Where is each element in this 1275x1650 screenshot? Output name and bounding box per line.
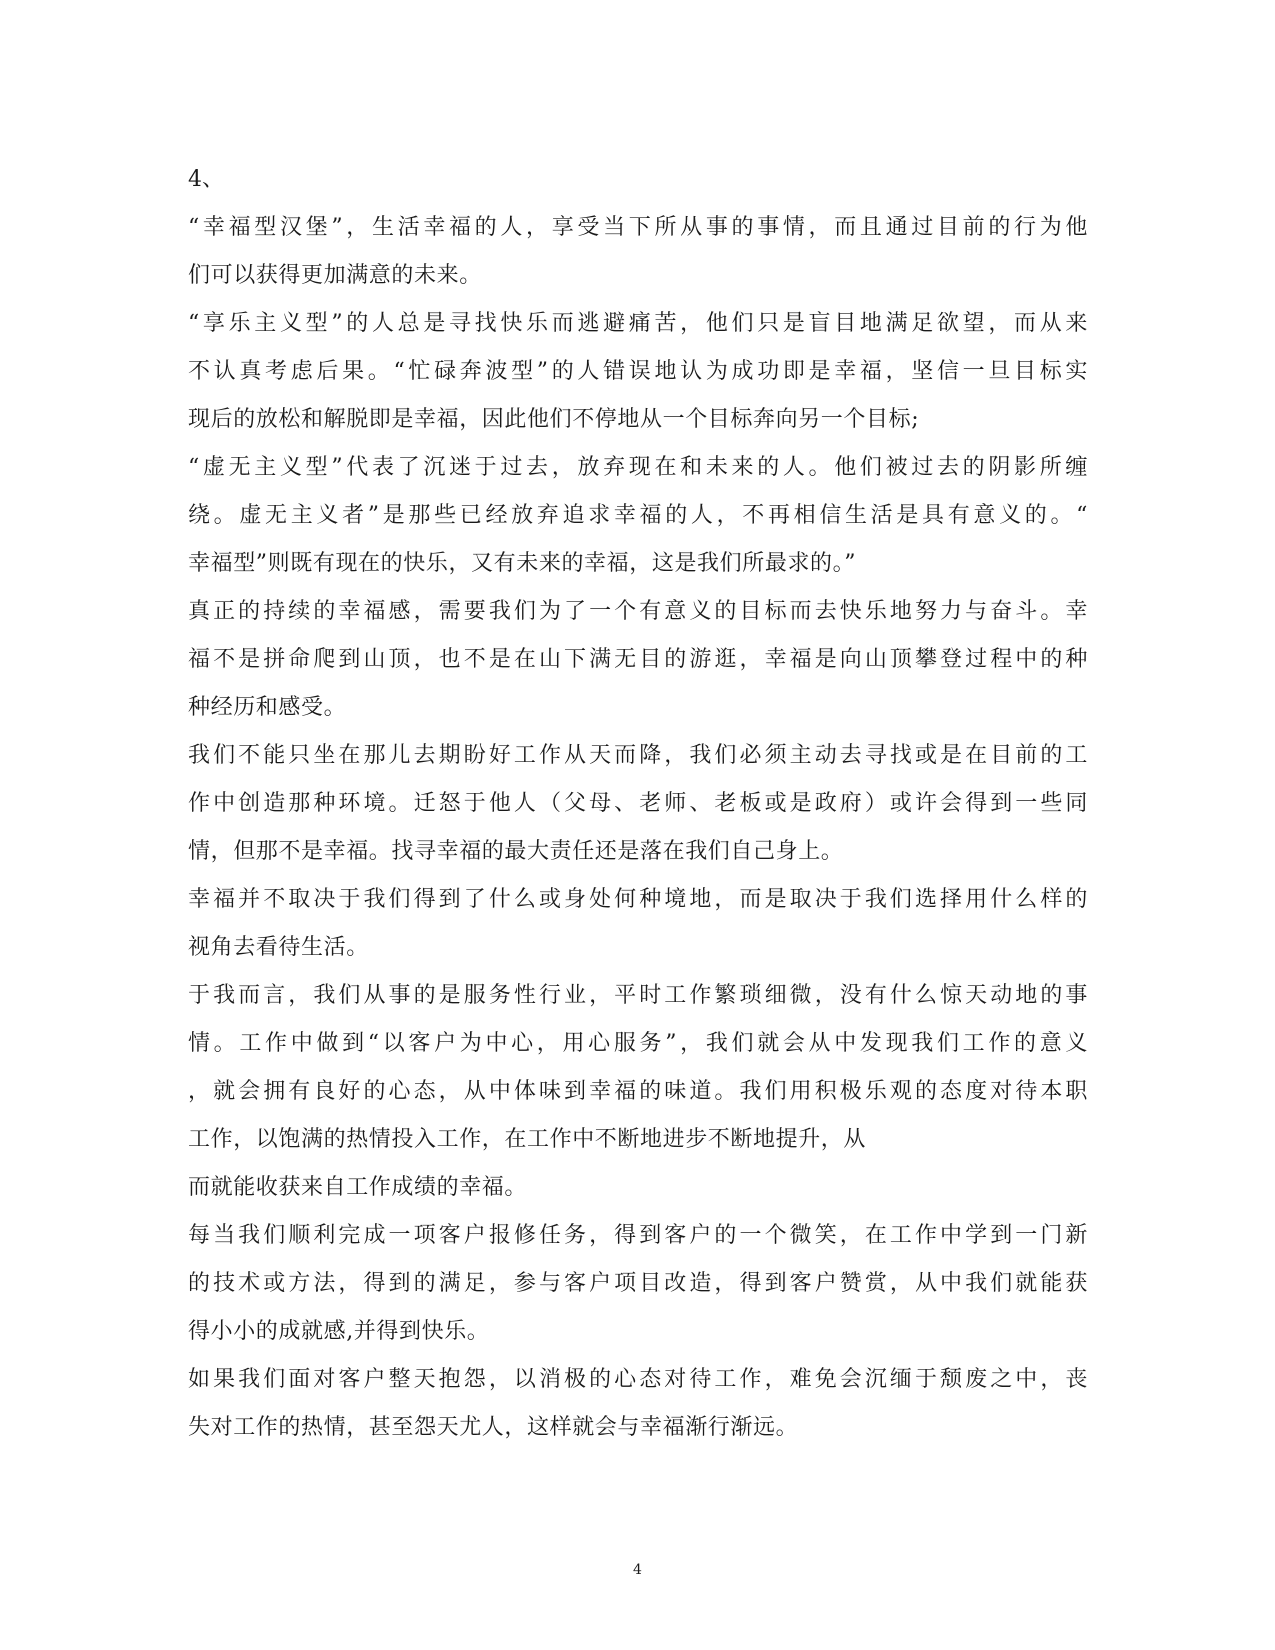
text-line: 作中创造那种环境。迁怒于他人（父母、老师、老板或是政府）或许会得到一些同	[188, 791, 1088, 816]
text-line: 幸福并不取决于我们得到了什么或身处何种境地，而是取决于我们选择用什么样的	[188, 887, 1088, 912]
text-line: “享乐主义型”的人总是寻找快乐而逃避痛苦，他们只是盲目地满足欲望，而从来	[188, 311, 1088, 336]
text-line: 不认真考虑后果。“忙碌奔波型”的人错误地认为成功即是幸福，坚信一旦目标实	[188, 359, 1088, 384]
text-line: 每当我们顺利完成一项客户报修任务，得到客户的一个微笑，在工作中学到一门新	[188, 1223, 1088, 1248]
text-line: 幸福型”则既有现在的快乐，又有未来的幸福，这是我们所最求的。”	[188, 551, 857, 576]
page-number: 4	[633, 1562, 642, 1578]
text-line: 而就能收获来自工作成绩的幸福。	[188, 1175, 528, 1200]
text-line: 如果我们面对客户整天抱怨，以消极的心态对待工作，难免会沉缅于颓废之中，丧	[188, 1367, 1088, 1392]
text-line: “幸福型汉堡”，生活幸福的人，享受当下所从事的事情，而且通过目前的行为他	[188, 215, 1088, 240]
text-line: 福不是拼命爬到山顶，也不是在山下满无目的游逛，幸福是向山顶攀登过程中的种	[188, 647, 1088, 672]
text-line: “虚无主义型”代表了沉迷于过去，放弃现在和未来的人。他们被过去的阴影所缠	[188, 455, 1088, 480]
paragraph-lines	[188, 204, 1088, 1452]
text-line: 失对工作的热情，甚至怨天尤人，这样就会与幸福渐行渐远。	[188, 1415, 799, 1440]
text-line: 们可以获得更加满意的未来。	[188, 263, 482, 288]
text-line: 真正的持续的幸福感，需要我们为了一个有意义的目标而去快乐地努力与奋斗。幸	[188, 599, 1088, 624]
text-line: 得小小的成就感,并得到快乐。	[188, 1319, 490, 1344]
body-text	[188, 156, 1088, 1452]
text-line: 绕。虚无主义者”是那些已经放弃追求幸福的人，不再相信生活是具有意义的。“	[188, 503, 1088, 528]
text-line: 现后的放松和解脱即是幸福，因此他们不停地从一个目标奔向另一个目标;	[188, 407, 920, 432]
text-line: 视角去看待生活。	[188, 935, 369, 960]
text-line: 于我而言，我们从事的是服务性行业，平时工作繁琐细微，没有什么惊天动地的事	[188, 983, 1088, 1008]
text-line: 情，但那不是幸福。找寻幸福的最大责任还是落在我们自己身上。	[188, 839, 844, 864]
text-line: ，就会拥有良好的心态，从中体味到幸福的味道。我们用积极乐观的态度对待本职	[188, 1079, 1088, 1104]
text-line: 我们不能只坐在那儿去期盼好工作从天而降，我们必须主动去寻找或是在目前的工	[188, 743, 1088, 768]
text-line: 工作，以饱满的热情投入工作，在工作中不断地进步不断地提升，从	[188, 1127, 867, 1152]
text-line: 情。工作中做到“以客户为中心，用心服务”，我们就会从中发现我们工作的意义	[188, 1031, 1088, 1056]
text-line: 的技术或方法，得到的满足，参与客户项目改造，得到客户赞赏，从中我们就能获	[188, 1271, 1088, 1296]
text-line: 种经历和感受。	[188, 695, 347, 720]
section-number: 4、	[188, 167, 224, 192]
